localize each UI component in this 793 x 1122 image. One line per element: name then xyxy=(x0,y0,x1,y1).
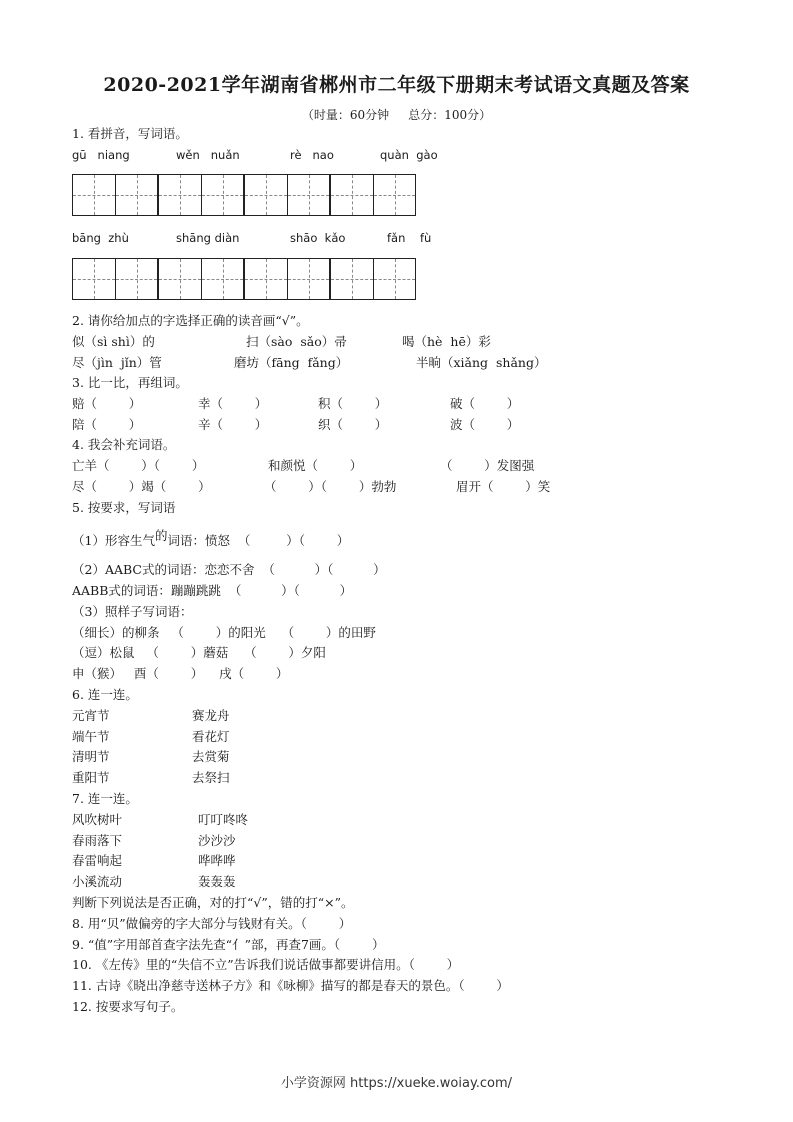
q6-left-item: 重阳节 xyxy=(72,770,110,785)
q5-line: （3）照样子写词语： xyxy=(72,604,193,619)
q3-item: 织（ ） xyxy=(318,417,388,432)
q2-heading: 2. 请你给加点的字选择正确的读音画“√”。 xyxy=(72,313,309,328)
question-item: 12. 按要求写句子。 xyxy=(72,999,184,1014)
q2-item: 尽（jìn jǐn）管 xyxy=(72,355,162,370)
q7-right-item: 沙沙沙 xyxy=(198,833,236,848)
q7-right-item: 哗哗哗 xyxy=(198,853,236,868)
q3-item: 积（ ） xyxy=(318,396,388,411)
q2-item: 磨坊（fāng fǎng） xyxy=(234,355,349,370)
q5-text: 词语：愤怒 （ ）（ ） xyxy=(167,533,350,548)
q7-heading: 7. 连一连。 xyxy=(72,791,138,806)
pinyin-7: shāo kǎo xyxy=(290,231,346,245)
pinyin-8: fǎn fù xyxy=(387,231,432,245)
question-item: 9. “值”字用部首查字法先查“亻”部，再查7画。（ ） xyxy=(72,937,385,952)
q4-item: 尽（ ）竭（ ） xyxy=(72,479,211,494)
q7-left-item: 春雨落下 xyxy=(72,833,123,848)
q3-item: 幸（ ） xyxy=(198,396,268,411)
q4-heading: 4. 我会补充词语。 xyxy=(72,437,176,452)
q5-heading: 5. 按要求，写词语 xyxy=(72,500,176,515)
q7-right-item: 叮叮咚咚 xyxy=(198,812,249,827)
question-item: 8. 用“贝”做偏旁的字大部分与钱财有关。（ ） xyxy=(72,916,352,931)
pinyin-3: rè nao xyxy=(290,148,334,162)
pinyin-1: gū niang xyxy=(72,148,130,162)
q4-item: （ ）（ ）勃勃 xyxy=(264,479,397,494)
writing-grid-row-2[interactable] xyxy=(72,258,416,300)
q5-line xyxy=(72,528,350,549)
q7-left-item: 春雷响起 xyxy=(72,853,123,868)
q4-item: 和颜悦（ ） xyxy=(268,458,363,473)
q5-line: AABB式的词语：蹦蹦跳跳 （ ）（ ） xyxy=(72,583,353,598)
q2-item: 似（sì shì）的 xyxy=(72,334,155,349)
pinyin-2: wěn nuǎn xyxy=(176,148,240,162)
q2-item: 喝（hè hē）彩 xyxy=(402,334,491,349)
q2-item: 扫（sào sǎo）帚 xyxy=(246,334,347,349)
q6-heading: 6. 连一连。 xyxy=(72,687,138,702)
q6-left-item: 清明节 xyxy=(72,749,110,764)
footer-source: 小学资源网 https://xueke.woiay.com/ xyxy=(280,1076,513,1091)
question-item: 11. 古诗《晓出净慈寺送林子方》和《咏柳》描写的都是春天的景色。（ ） xyxy=(72,978,509,993)
q6-left-item: 元宵节 xyxy=(72,708,110,723)
q3-heading: 3. 比一比，再组词。 xyxy=(72,375,188,390)
pinyin-4: quàn gào xyxy=(380,148,438,162)
q7-right-item: 轰轰轰 xyxy=(198,874,236,889)
q6-right-item: 赛龙舟 xyxy=(192,708,230,723)
q6-left-item: 端午节 xyxy=(72,729,110,744)
pinyin-6: shāng diàn xyxy=(176,231,240,245)
q3-item: 辛（ ） xyxy=(198,417,268,432)
q5-line: 申（猴） 酉（ ） 戌（ ） xyxy=(72,666,289,681)
q6-right-item: 看花灯 xyxy=(192,729,230,744)
q4-item: （ ）发图强 xyxy=(440,458,535,473)
q3-item: 陪（ ） xyxy=(72,417,142,432)
q5-line: （细长）的柳条 （ ）的阳光 （ ）的田野 xyxy=(72,625,376,640)
q6-right-item: 去赏菊 xyxy=(192,749,230,764)
q1-heading: 1. 看拼音，写词语。 xyxy=(72,126,188,141)
q7-left-item: 小溪流动 xyxy=(72,874,123,889)
q5-line: （2）AABC式的词语：恋恋不舍 （ ）（ ） xyxy=(72,562,386,577)
pinyin-5: bāng zhù xyxy=(72,231,129,245)
q3-item: 赔（ ） xyxy=(72,396,142,411)
q3-item: 破（ ） xyxy=(450,396,520,411)
q7-left-item: 风吹树叶 xyxy=(72,812,123,827)
question-item: 10. 《左传》里的“失信不立”告诉我们说话做事都要讲信用。（ ） xyxy=(72,957,460,972)
page-title: 2020-2021学年湖南省郴州市二年级下册期末考试语文真题及答案 xyxy=(103,74,690,96)
q2-item: 半晌（xiǎng shǎng） xyxy=(416,355,547,370)
q6-right-item: 去祭扫 xyxy=(192,770,230,785)
judge-instruction: 判断下列说法是否正确，对的打“√”，错的打“×”。 xyxy=(72,895,354,910)
q4-item: 亡羊（ ）（ ） xyxy=(72,458,205,473)
q5-text: 的 xyxy=(154,528,168,543)
q5-line: （逗）松鼠 （ ）蘑菇 （ ）夕阳 xyxy=(72,645,326,660)
q4-item: 眉开（ ）笑 xyxy=(456,479,551,494)
q5-text: （1）形容生气 xyxy=(72,533,155,548)
q3-item: 波（ ） xyxy=(450,417,520,432)
exam-info: （时量：60分钟 总分：100分） xyxy=(301,108,492,122)
writing-grid-row-1[interactable] xyxy=(72,174,416,216)
